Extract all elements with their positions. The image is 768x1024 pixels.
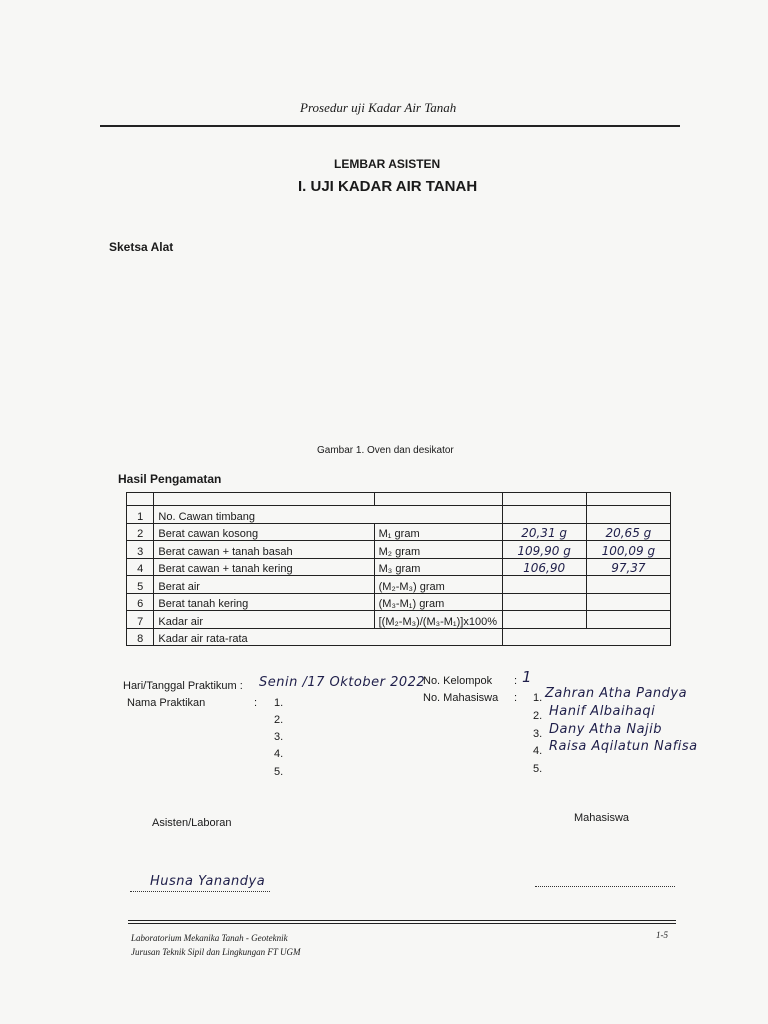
group-value: 1 [522,668,533,686]
table-row [127,628,671,646]
footer-rule-top [128,920,676,921]
date-value: Senin /17 Oktober 2022 [259,675,426,690]
table-cell [374,493,502,506]
header-rule [100,125,680,127]
name-label: Nama Praktikan [127,697,206,709]
date-label: Hari/Tanggal Praktikum : [123,680,243,692]
right-number-1: 1. [533,692,543,704]
figure-caption: Gambar 1. Oven dan desikator [317,445,454,456]
value-2 [586,506,670,524]
left-number-5: 5. [274,766,284,778]
row-formula: M₃ gram [374,558,502,576]
sheet-subtitle: LEMBAR ASISTEN [334,157,441,171]
table-cell [502,493,586,506]
page-number: 1-5 [656,930,668,940]
right-number-5: 5. [533,763,543,775]
left-number-1: 1. [274,697,284,709]
value-1: 109,90 g [502,541,586,559]
value-1: 106,90 [502,558,586,576]
observation-table [126,492,671,646]
left-number-4: 4. [274,748,284,760]
student-name-4: Raisa Aqilatun Nafisa [549,739,698,754]
row-number: 1 [127,506,154,524]
table-row [127,611,671,629]
row-number: 7 [127,611,154,629]
row-name: Berat air [154,576,374,594]
value-2 [586,611,670,629]
assistant-label: Asisten/Laboran [152,817,232,829]
name-sep: : [254,697,258,709]
footer-line-1: Laboratorium Mekanika Tanah - Geoteknik [131,933,288,943]
value-1: 20,31 g [502,523,586,541]
student-sign-line [535,886,675,887]
row-name: Berat tanah kering [154,593,374,611]
row-name: No. Cawan timbang [154,506,502,524]
row-formula: M₁ gram [374,523,502,541]
value-1 [502,506,586,524]
left-number-2: 2. [274,714,284,726]
value-2: 97,37 [586,558,670,576]
row-name: Berat cawan + tanah basah [154,541,374,559]
assistant-signature-name: Husna Yanandya [150,874,266,889]
table-row [127,541,671,559]
left-number-3: 3. [274,731,284,743]
student-name-3: Dany Atha Najib [549,722,663,737]
row-formula: (M₂-M₃) gram [374,576,502,594]
row-number: 8 [127,628,154,646]
table-row [127,506,671,524]
right-number-3: 3. [533,728,543,740]
row-number: 5 [127,576,154,594]
table-row [127,523,671,541]
value-2 [586,576,670,594]
table-row [127,558,671,576]
footer-rule-bottom [128,923,676,924]
table-cell [127,493,154,506]
student-sign-label: Mahasiswa [574,812,630,824]
row-name: Berat cawan + tanah kering [154,558,374,576]
row-name: Kadar air rata-rata [154,628,502,646]
row-formula: (M₃-M₁) gram [374,593,502,611]
running-title: Prosedur uji Kadar Air Tanah [300,100,457,115]
right-number-4: 4. [533,745,543,757]
sketch-label: Sketsa Alat [109,240,174,254]
row-number: 4 [127,558,154,576]
value-1 [502,593,586,611]
table-cell [586,493,670,506]
table-row [127,593,671,611]
sheet-title: I. UJI KADAR AIR TANAH [298,178,478,195]
students-label: No. Mahasiswa [423,692,499,704]
row-number: 3 [127,541,154,559]
results-heading: Hasil Pengamatan [118,472,222,486]
student-name-2: Hanif Albaihaqi [549,704,656,719]
students-sep: : [514,692,518,704]
value-1 [502,576,586,594]
value-2: 100,09 g [586,541,670,559]
student-name-1: Zahran Atha Pandya [545,686,688,701]
row-name: Kadar air [154,611,374,629]
group-label: No. Kelompok [423,675,493,687]
table-row [127,576,671,594]
row-formula: M₂ gram [374,541,502,559]
value-2: 20,65 g [586,523,670,541]
group-sep: : [514,675,518,687]
value-2 [586,593,670,611]
row-name: Berat cawan kosong [154,523,374,541]
row-number: 6 [127,593,154,611]
table-header-row [127,493,671,506]
assistant-sign-line [130,891,270,892]
right-number-2: 2. [533,710,543,722]
value-1 [502,628,671,646]
row-formula: [(M₂-M₃)/(M₃-M₁)]x100% [374,611,502,629]
table-cell [154,493,374,506]
footer-line-2: Jurusan Teknik Sipil dan Lingkungan FT UGM [131,947,301,957]
row-number: 2 [127,523,154,541]
value-1 [502,611,586,629]
